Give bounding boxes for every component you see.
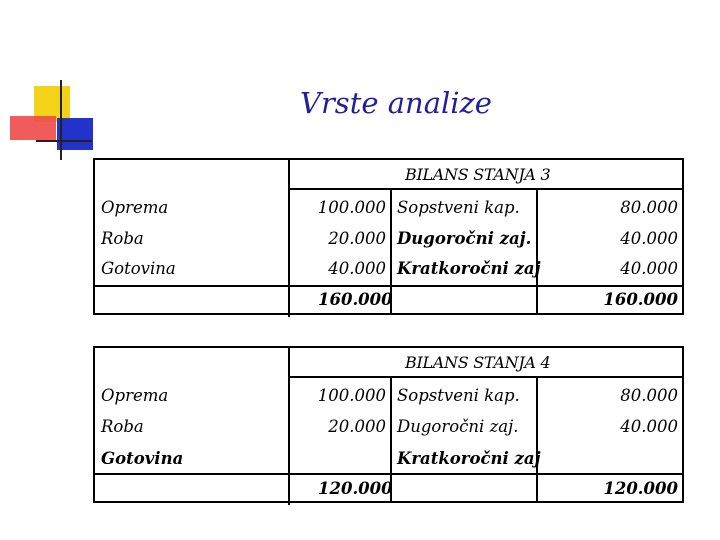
balance-sheet-table-4 (93, 346, 684, 503)
table-row-label: Gotovina (101, 449, 184, 468)
table-total-left: 160.000 (318, 290, 393, 309)
table-cell-value: 100.000 (317, 386, 386, 405)
table-row-label: Kratkoročni zaj (397, 259, 541, 278)
table-cell-value: 80.000 (620, 198, 678, 217)
table-total-right: 160.000 (603, 290, 678, 309)
table-row-label: Roba (101, 417, 144, 436)
table-cell-value: 40.000 (328, 259, 386, 278)
balance-sheet-table-3 (93, 158, 684, 315)
table-row-label: Sopstveni kap. (397, 198, 520, 217)
table-total-left: 120.000 (318, 479, 393, 498)
table-row-label: Dugoročni zaj. (397, 229, 532, 248)
slide-title: Vrste analize (300, 86, 492, 120)
table-row-label: Kratkoročni zaj (397, 449, 541, 468)
table-cell-value: 40.000 (620, 259, 678, 278)
table-total-right: 120.000 (603, 479, 678, 498)
table-cell-value: 40.000 (620, 417, 678, 436)
table-cell-value: 40.000 (620, 229, 678, 248)
table-row-label: Gotovina (101, 259, 176, 278)
table-row-label: Roba (101, 229, 144, 248)
table-caption: BILANS STANJA 4 (405, 353, 551, 372)
table-row-label: Oprema (101, 198, 169, 217)
table-cell-value: 20.000 (328, 417, 386, 436)
table-cell-value: 100.000 (317, 198, 386, 217)
table-caption: BILANS STANJA 3 (405, 165, 551, 184)
table-row-label: Oprema (101, 386, 169, 405)
table-row-label: Sopstveni kap. (397, 386, 520, 405)
table-cell-value: 20.000 (328, 229, 386, 248)
table-row-label: Dugoročni zaj. (397, 417, 519, 436)
table-cell-value: 80.000 (620, 386, 678, 405)
decorative-corner-logo (0, 0, 100, 165)
